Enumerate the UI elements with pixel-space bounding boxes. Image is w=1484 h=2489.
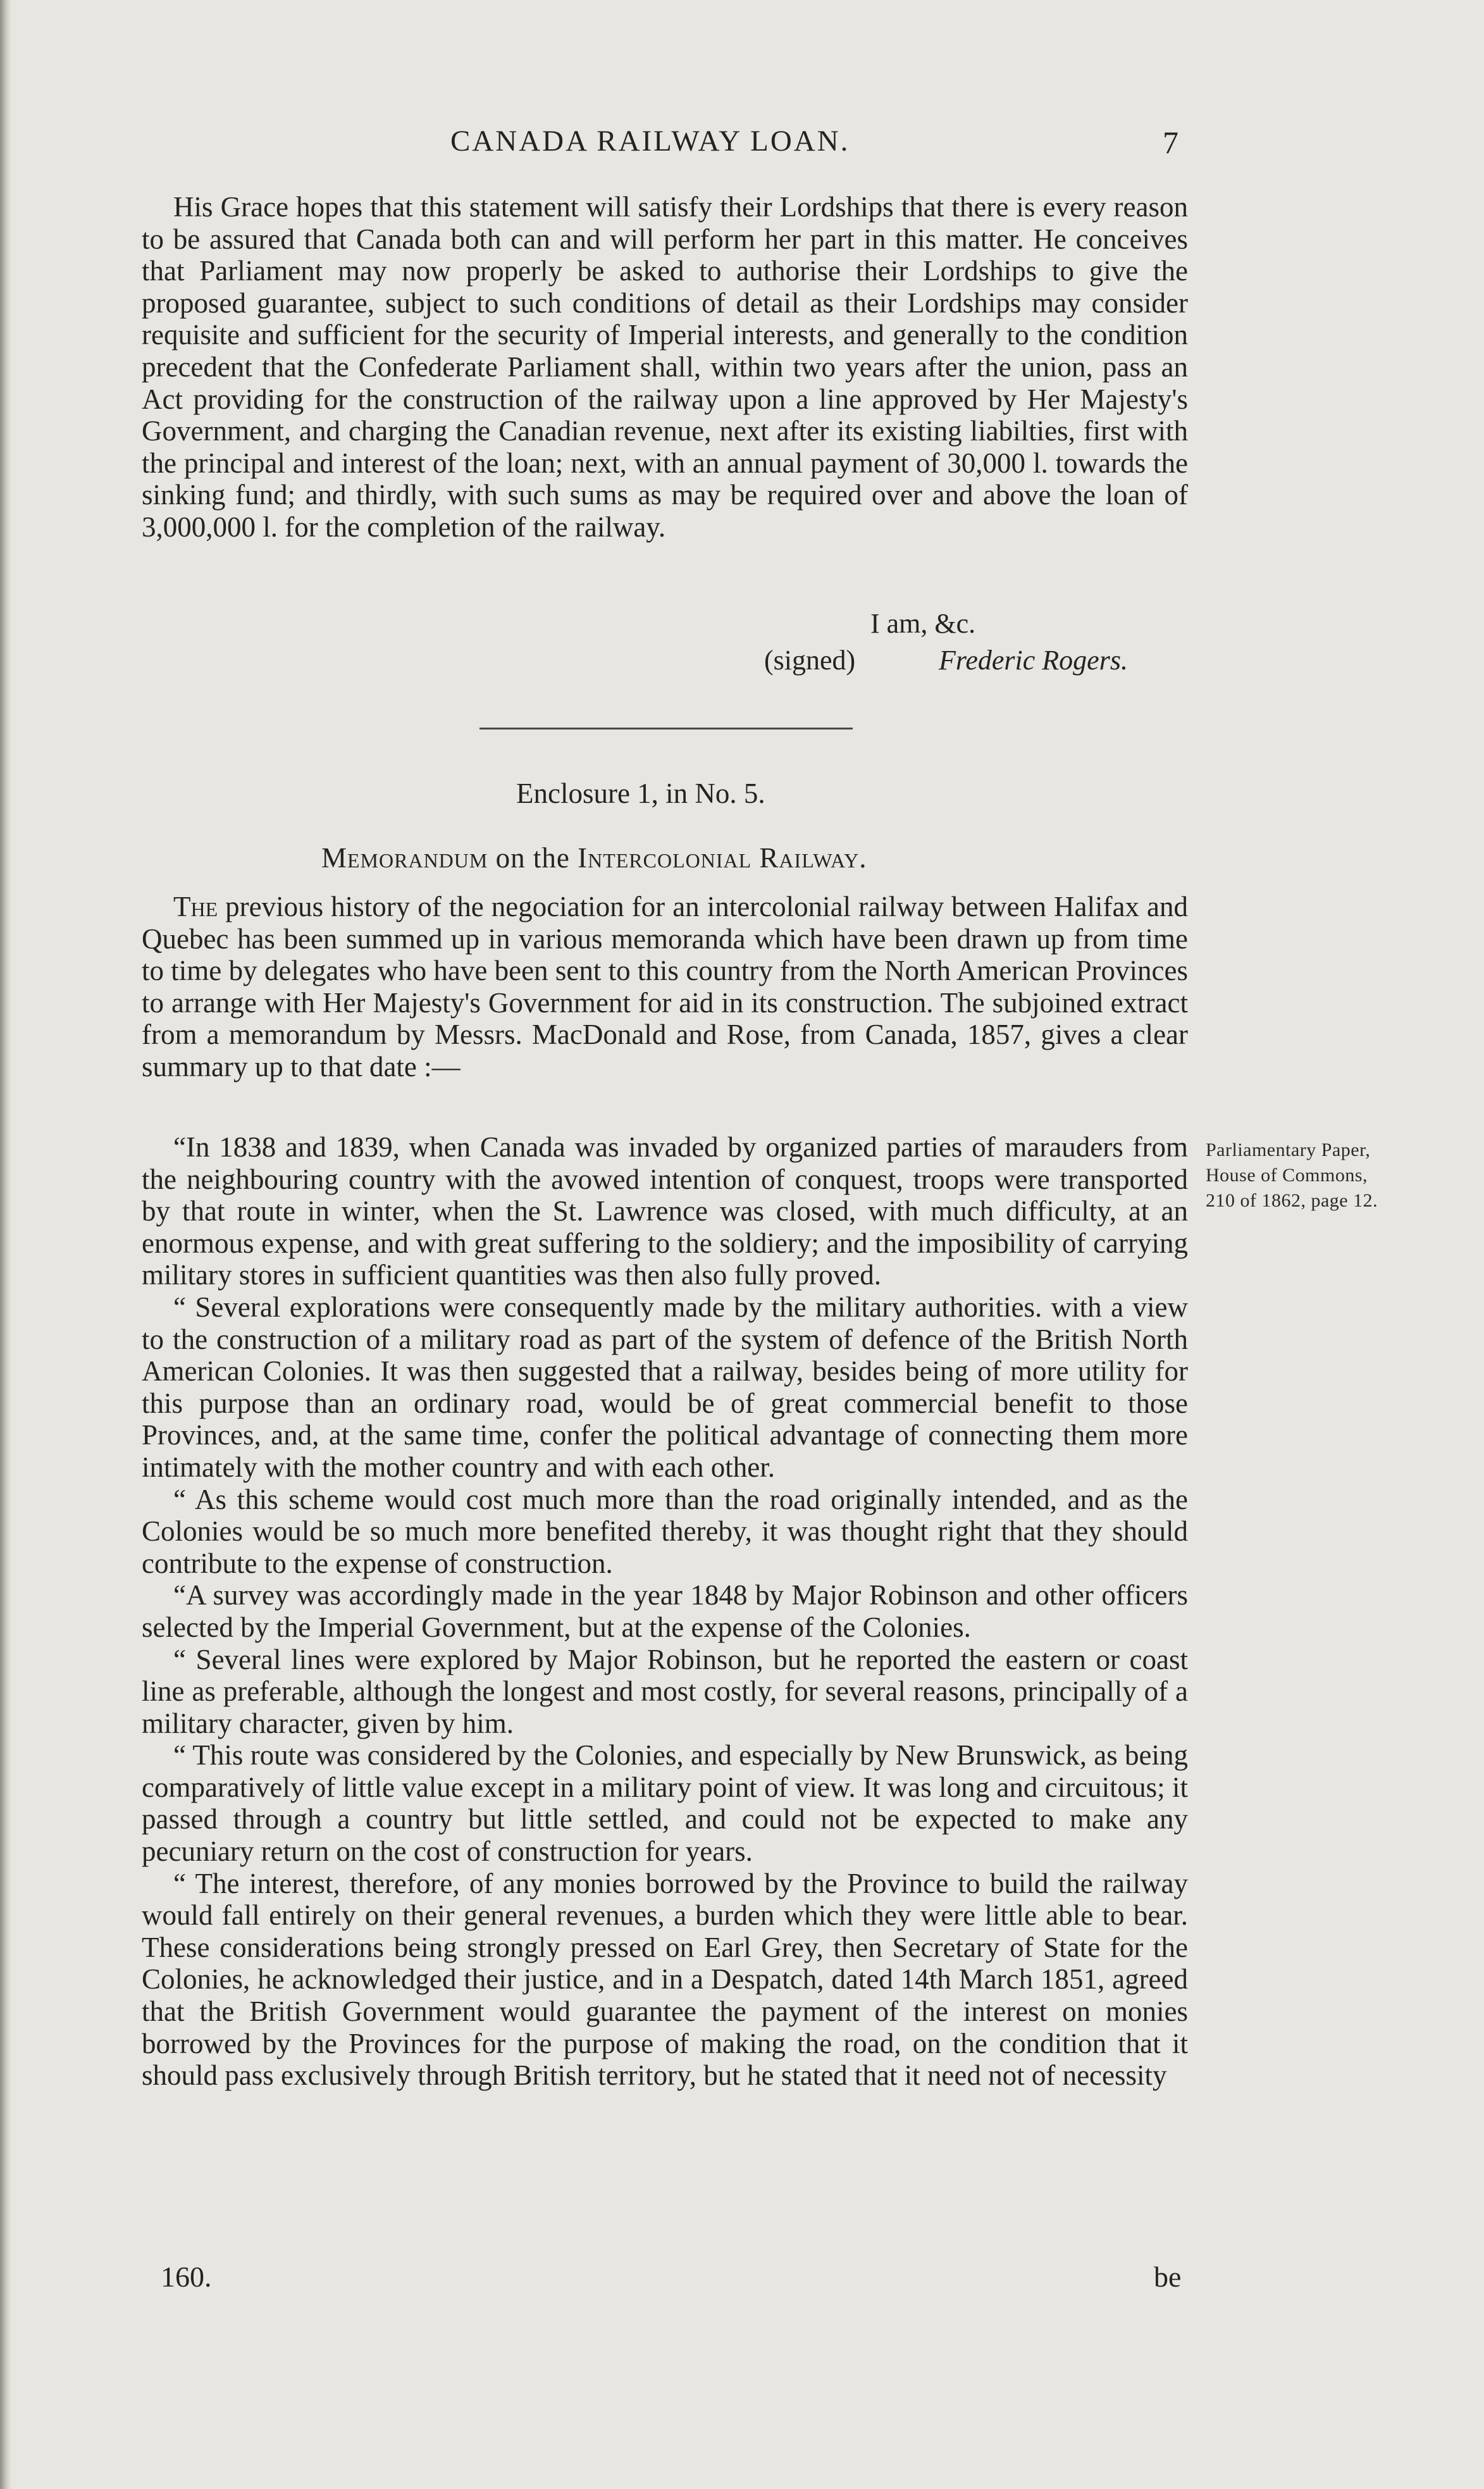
quote-paragraph: “ This route was considered by the Colonies, and especially by New Brunswick, as being comparatively of little value except in a military point of view. It was long and circuitous; it passed through a country but little settled, and could not be expected to make any pecuniary return on the cost of construction for years.	[142, 1739, 1188, 1868]
quote-paragraph: “ Several lines were explored by Major Robinson, but he reported the eastern or coast line as preferable, although the longest and most costly, for several reasons, principally of a military character, given by him.	[142, 1643, 1188, 1739]
quoted-extract	[142, 1131, 1188, 2092]
intro-text: previous history of the negociation for an intercolonial railway between Halifax and Quebec has been summed up in various memoranda which have been drawn up from time to time by delegates who have been sent to this country from the North American Provinces to arrange with Her Majesty's Government for aid in its construction. The subjoined extract from a memorandum by Messrs. MacDonald and Rose, from Canada, 1857, gives a clear summary up to that date :—	[142, 891, 1188, 1083]
printer-signature-mark: 160.	[161, 2261, 212, 2293]
intro-paragraph	[142, 891, 1188, 1083]
quote-paragraph: “ As this scheme would cost much more than the road originally intended, and as the Colonies would be so much more benefited thereby, it was thought right that they should contribute to the expense of construction.	[142, 1483, 1188, 1579]
quote-paragraph: “A survey was accordingly made in the year 1848 by Major Robinson and other officers selected by the Imperial Government, but at the expense of the Colonies.	[142, 1579, 1188, 1643]
quote-paragraph: “In 1838 and 1839, when Canada was invaded by organized parties of marauders from the neighbouring country with the avowed intention of conquest, troops were transported by that route in winter, when the St. Lawrence was closed, with much difficulty, at an enormous expense, and with great suffering to the soldiery; and the imposibility of carrying military stores in sufficient quantities was then also fully proved.	[142, 1131, 1188, 1291]
memorandum-title-connector: on the	[488, 842, 578, 874]
running-head: CANADA RAILWAY LOAN.	[450, 125, 850, 158]
letter-closing: I am, &c.	[870, 608, 976, 639]
enclosure-heading: Enclosure 1, in No. 5.	[516, 778, 765, 809]
page-number: 7	[1163, 125, 1178, 160]
memorandum-title-subject: Intercolonial Railway	[578, 842, 860, 874]
intro-lead-word: The	[173, 891, 218, 922]
catchword: be	[1154, 2261, 1182, 2293]
quote-paragraph: “ The interest, therefore, of any monies borrowed by the Province to build the railway would fall entirely on their general revenues, a burden which they were little able to bear. These considerations being strongly pressed on Earl Grey, then Secretary of State for the Colonies, he acknowledged their justice, and in a Despatch, dated 14th March 1851, agreed that the British Government would guarantee the payment of the interest on monies borrowed by the Provinces for the purpose of making the road, on the condition that it should pass exclusively through British territory, but he stated that it need not of necessity	[142, 1867, 1188, 2092]
signed-label: (signed)	[764, 645, 856, 676]
quote-paragraph: “ Several explorations were consequently made by the military authorities. with a view to the construction of a military road as part of the system of defence of the British North American Colonies. It was then suggested that a railway, besides being of more utility for this purpose than an ordinary road, would be of great commercial benefit to those Provinces, and, at the same time, confer the political advantage of connecting them more intimately with the mother country and with each other.	[142, 1291, 1188, 1483]
margin-note-citation: Parliamentary Paper, House of Commons, 210 of 1862, page 12.	[1206, 1139, 1378, 1211]
signer-name: Frederic Rogers.	[939, 645, 1128, 676]
page-gutter-shadow	[0, 0, 11, 2489]
letter-paragraph: His Grace hopes that this statement will satisfy their Lordships that there is every reason to be assured that Canada both can and will perform her part in this matter. He conceives that Parliament may now properly be asked to authorise their Lordships to give the proposed guarantee, subject to such conditions of detail as their Lordships may consider requisite and sufficient for the security of Imperial interests, and generally to the condition precedent that the Confederate Parliament shall, within two years after the union, pass an Act providing for the construction of the railway upon a line approved by Her Majesty's Government, and charging the Canadian revenue, next after its existing liabilties, first with the principal and interest of the loan; next, with an annual payment of 30,000 l. towards the sinking fund; and thirdly, with such sums as may be required over and above the loan of 3,000,000 l. for the completion of the railway.	[142, 191, 1188, 543]
section-divider	[479, 728, 853, 729]
memorandum-title	[321, 841, 867, 874]
memorandum-title-period: .	[859, 842, 867, 874]
memorandum-title-word: Memorandum	[321, 842, 488, 874]
